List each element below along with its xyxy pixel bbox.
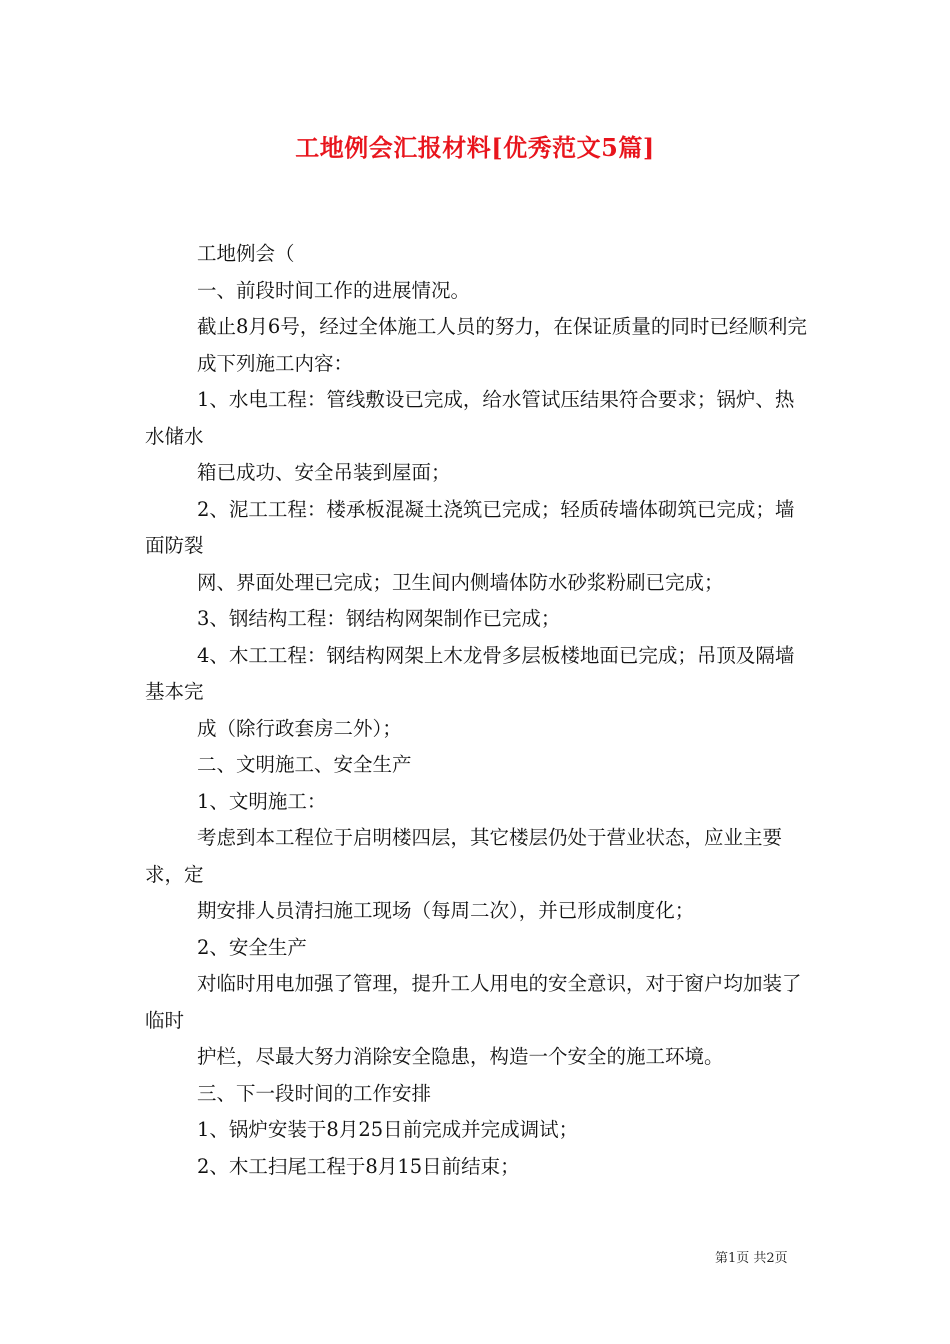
paragraph: 考虑到本工程位于启明楼四层，其它楼层仍处于营业状态，应业主要求，定	[145, 826, 783, 886]
paragraph: 箱已成功、安全吊装到屋面；	[197, 461, 451, 484]
paragraph: 1、锅炉安装于8月25日前完成并完成调试；	[197, 1118, 579, 1141]
paragraph: 成下列施工内容：	[197, 351, 354, 375]
paragraph: 2、木工扫尾工程于8月15日前结束；	[197, 1154, 520, 1178]
paragraph: 2、安全生产	[197, 935, 307, 959]
page-title: 工地例会汇报材料[优秀范文5篇]	[295, 133, 655, 162]
section-heading: 二、文明施工、安全生产	[197, 753, 412, 776]
paragraph: 1、文明施工：	[197, 789, 327, 813]
paragraph: 网、界面处理已完成；卫生间内侧墙体防水砂浆粉刷已完成；	[197, 570, 724, 594]
paragraph: 工地例会（	[197, 242, 295, 265]
paragraph: 护栏，尽最大努力消除安全隐患，构造一个安全的施工环境。	[197, 1045, 724, 1068]
paragraph: 4、木工工程：钢结构网架上木龙骨多层板楼地面已完成；吊顶及隔墙基本完	[145, 643, 795, 703]
paragraph: 对临时用电加强了管理，提升工人用电的安全意识，对于窗户均加装了临时	[145, 972, 802, 1032]
section-heading: 三、下一段时间的工作安排	[197, 1081, 432, 1105]
paragraph: 3、钢结构工程：钢结构网架制作已完成；	[197, 607, 561, 630]
paragraph: 截止8月6号，经过全体施工人员的努力，在保证质量的同时已经顺利完	[197, 315, 807, 338]
paragraph: 成（除行政套房二外）；	[197, 716, 402, 740]
paragraph: 一、前段时间工作的进展情况。	[197, 278, 471, 302]
body-text	[145, 236, 810, 1185]
page-number: 第1页 共2页	[715, 1251, 788, 1266]
paragraph: 1、水电工程：管线敷设已完成，给水管试压结果符合要求；锅炉、热水储水	[145, 388, 795, 448]
paragraph: 期安排人员清扫施工现场（每周二次），并已形成制度化；	[197, 899, 695, 922]
paragraph: 2、泥工工程：楼承板混凝土浇筑已完成；轻质砖墙体砌筑已完成；墙面防裂	[145, 497, 795, 557]
